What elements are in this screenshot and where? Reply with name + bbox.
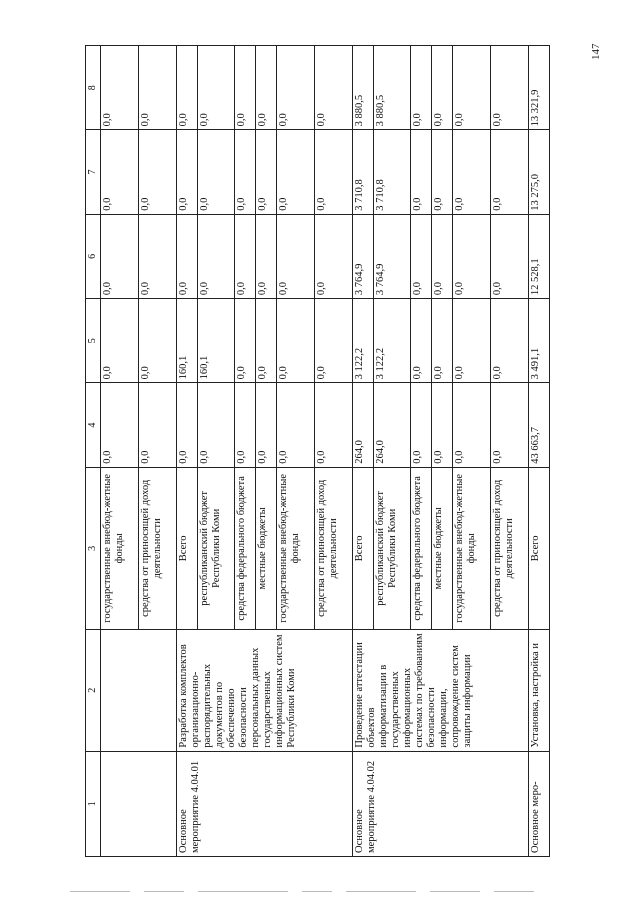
activity-code-cell: Основное мероприятие 4.04.01 <box>176 751 352 856</box>
table-row <box>101 46 139 857</box>
value-cell: 0,0 <box>176 214 197 298</box>
value-cell: 0,0 <box>432 130 453 214</box>
value-cell: 3 764,9 <box>373 214 411 298</box>
value-cell: 0,0 <box>453 46 491 130</box>
value-cell: 160,1 <box>197 299 235 383</box>
value-cell: 0,0 <box>277 214 315 298</box>
value-cell: 3 710,8 <box>352 130 373 214</box>
value-cell: 0,0 <box>176 46 197 130</box>
column-number: 8 <box>86 46 101 130</box>
funding-source-cell: Всего <box>352 467 373 629</box>
value-cell: 0,0 <box>314 214 352 298</box>
activity-code-cell <box>101 751 177 856</box>
scan-artifact-lines <box>70 882 590 892</box>
value-cell: 0,0 <box>277 383 315 467</box>
value-cell: 0,0 <box>235 130 256 214</box>
value-cell: 0,0 <box>432 299 453 383</box>
value-cell: 43 663,7 <box>528 383 549 467</box>
column-number: 2 <box>86 629 101 751</box>
value-cell: 0,0 <box>197 383 235 467</box>
activity-code-cell: Основное мероприятие 4.04.02 <box>352 751 528 856</box>
value-cell: 0,0 <box>411 299 432 383</box>
value-cell: 0,0 <box>101 214 139 298</box>
column-number: 1 <box>86 751 101 856</box>
value-cell: 0,0 <box>256 383 277 467</box>
page-number: 147 <box>590 43 602 60</box>
value-cell: 3 880,5 <box>352 46 373 130</box>
value-cell: 0,0 <box>256 46 277 130</box>
value-cell: 264,0 <box>352 383 373 467</box>
funding-source-cell: республиканский бюджет Республики Коми <box>197 467 235 629</box>
table-body <box>101 46 550 857</box>
funding-source-cell: Всего <box>528 467 549 629</box>
activity-description-cell: Разработка комплектов организационно-распорядительных документов по обеспечению безопасности персональных данных государственных информационных систем Республики Коми <box>176 629 352 751</box>
value-cell: 0,0 <box>138 299 176 383</box>
value-cell: 0,0 <box>197 214 235 298</box>
value-cell: 3 710,8 <box>373 130 411 214</box>
value-cell: 3 122,2 <box>373 299 411 383</box>
value-cell: 12 528,1 <box>528 214 549 298</box>
activity-code-cell: Основное меро- <box>528 751 549 856</box>
value-cell: 3 764,9 <box>352 214 373 298</box>
value-cell: 0,0 <box>235 299 256 383</box>
funding-source-cell: государственные внебюд-жетные фонды <box>277 467 315 629</box>
funding-source-cell: государственные внебюд-жетные фонды <box>101 467 139 629</box>
value-cell: 0,0 <box>197 130 235 214</box>
value-cell: 0,0 <box>197 46 235 130</box>
activity-description-cell: Установка, настройка и <box>528 629 549 751</box>
value-cell: 0,0 <box>491 299 529 383</box>
value-cell: 0,0 <box>314 383 352 467</box>
value-cell: 0,0 <box>432 214 453 298</box>
value-cell: 0,0 <box>176 383 197 467</box>
value-cell: 0,0 <box>101 46 139 130</box>
value-cell: 0,0 <box>277 130 315 214</box>
funding-source-cell: республиканский бюджет Республики Коми <box>373 467 411 629</box>
funding-source-cell: средства федерального бюджета <box>235 467 256 629</box>
value-cell: 0,0 <box>491 130 529 214</box>
value-cell: 0,0 <box>101 130 139 214</box>
value-cell: 3 491,1 <box>528 299 549 383</box>
value-cell: 0,0 <box>453 383 491 467</box>
funding-source-cell: местные бюджеты <box>256 467 277 629</box>
value-cell: 0,0 <box>314 46 352 130</box>
value-cell: 0,0 <box>491 214 529 298</box>
value-cell: 0,0 <box>235 46 256 130</box>
value-cell: 0,0 <box>314 130 352 214</box>
value-cell: 0,0 <box>277 299 315 383</box>
value-cell: 0,0 <box>101 383 139 467</box>
column-number: 7 <box>86 130 101 214</box>
value-cell: 0,0 <box>101 299 139 383</box>
column-number-row <box>86 46 101 857</box>
value-cell: 0,0 <box>138 46 176 130</box>
funding-source-cell: Всего <box>176 467 197 629</box>
value-cell: 0,0 <box>256 299 277 383</box>
value-cell: 0,0 <box>432 46 453 130</box>
value-cell: 0,0 <box>411 383 432 467</box>
column-number: 4 <box>86 383 101 467</box>
value-cell: 160,1 <box>176 299 197 383</box>
value-cell: 0,0 <box>277 46 315 130</box>
funding-source-cell: государственные внебюд-жетные фонды <box>453 467 491 629</box>
budget-table <box>85 45 550 857</box>
value-cell: 3 880,5 <box>373 46 411 130</box>
value-cell: 3 122,2 <box>352 299 373 383</box>
value-cell: 0,0 <box>235 214 256 298</box>
value-cell: 0,0 <box>138 383 176 467</box>
value-cell: 0,0 <box>138 214 176 298</box>
value-cell: 0,0 <box>411 214 432 298</box>
value-cell: 0,0 <box>256 214 277 298</box>
value-cell: 0,0 <box>453 214 491 298</box>
funding-source-cell: средства от приносящей доход деятельности <box>314 467 352 629</box>
funding-source-cell: местные бюджеты <box>432 467 453 629</box>
table-row <box>528 46 549 857</box>
activity-description-cell: Проведение аттестации объектов информатизации в государственных информационных системах по требованиям безопасности информации, сопровождение систем защиты информации <box>352 629 528 751</box>
value-cell: 0,0 <box>256 130 277 214</box>
activity-description-cell <box>101 629 177 751</box>
value-cell: 0,0 <box>138 130 176 214</box>
value-cell: 264,0 <box>373 383 411 467</box>
value-cell: 13 321,9 <box>528 46 549 130</box>
value-cell: 0,0 <box>491 46 529 130</box>
value-cell: 0,0 <box>453 130 491 214</box>
table-row <box>352 46 373 857</box>
value-cell: 0,0 <box>411 130 432 214</box>
column-number: 6 <box>86 214 101 298</box>
funding-source-cell: средства федерального бюджета <box>411 467 432 629</box>
table-row <box>176 46 197 857</box>
value-cell: 0,0 <box>411 46 432 130</box>
value-cell: 0,0 <box>176 130 197 214</box>
column-number: 3 <box>86 467 101 629</box>
value-cell: 13 275,0 <box>528 130 549 214</box>
value-cell: 0,0 <box>432 383 453 467</box>
value-cell: 0,0 <box>314 299 352 383</box>
value-cell: 0,0 <box>235 383 256 467</box>
funding-source-cell: средства от приносящей доход деятельности <box>491 467 529 629</box>
column-number: 5 <box>86 299 101 383</box>
value-cell: 0,0 <box>491 383 529 467</box>
value-cell: 0,0 <box>453 299 491 383</box>
funding-source-cell: средства от приносящей доход деятельности <box>138 467 176 629</box>
